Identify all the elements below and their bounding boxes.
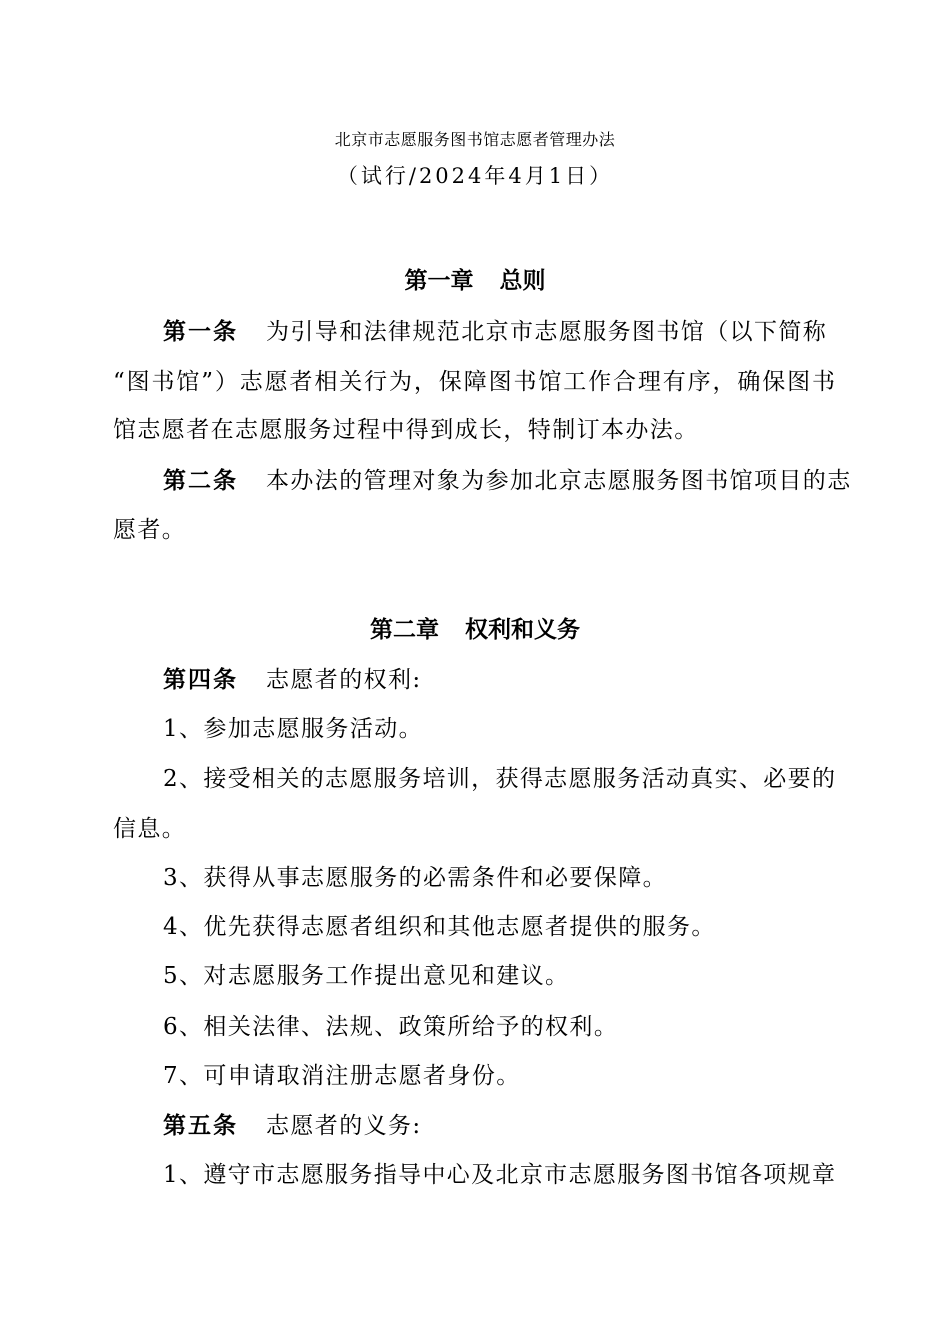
document-subtitle: （试行/2024年4月1日） [336,164,614,188]
article-5-label: 第五条 [163,1113,238,1139]
article-4-label: 第四条 [163,667,238,693]
article-1-line-2: “图书馆”）志愿者相关行为，保障图书馆工作合理有序，确保图书 [113,369,835,395]
rights-item-6: 6、相关法律、法规、政策所给予的权利。 [163,1014,619,1040]
chapter-1-number: 第一章 [404,268,474,294]
article-2-line-1 [163,462,852,495]
article-2-text-1: 本办法的管理对象为参加北京志愿服务图书馆项目的志 [266,468,852,494]
article-2-label: 第二条 [163,468,238,494]
document-title: 北京市志愿服务图书馆志愿者管理办法 [334,130,616,149]
chapter-2-number: 第二章 [370,617,439,643]
article-1-line-3: 馆志愿者在志愿服务过程中得到成长，特制订本办法。 [113,417,699,443]
rights-item-1: 1、参加志愿服务活动。 [163,716,424,742]
article-2-line-2: 愿者。 [113,517,187,543]
article-1-line-1 [163,313,827,346]
duties-item-1: 1、遵守市志愿服务指导中心及北京市志愿服务图书馆各项规章 [163,1162,835,1188]
article-5-intro: 志愿者的义务: [266,1113,422,1139]
rights-item-5: 5、对志愿服务工作提出意见和建议。 [163,963,570,989]
rights-item-2: 2、接受相关的志愿服务培训，获得志愿服务活动真实、必要的 [163,766,835,792]
article-4-intro: 志愿者的权利: [266,667,422,693]
chapter-2-heading [0,611,950,644]
rights-item-7: 7、可申请取消注册志愿者身份。 [163,1063,521,1089]
article-1-label: 第一条 [163,319,238,345]
article-4-line [163,661,422,694]
chapter-1-heading [0,262,950,295]
rights-item-3: 3、获得从事志愿服务的必需条件和必要保障。 [163,865,668,891]
rights-item-2-continued: 信息。 [113,816,187,842]
rights-item-4: 4、优先获得志愿者组织和其他志愿者提供的服务。 [163,914,716,940]
chapter-1-name: 总则 [499,268,546,294]
article-1-text-1: 为引导和法律规范北京市志愿服务图书馆（以下简称 [266,319,828,345]
article-5-line [163,1107,422,1140]
chapter-2-name: 权利和义务 [465,617,580,643]
